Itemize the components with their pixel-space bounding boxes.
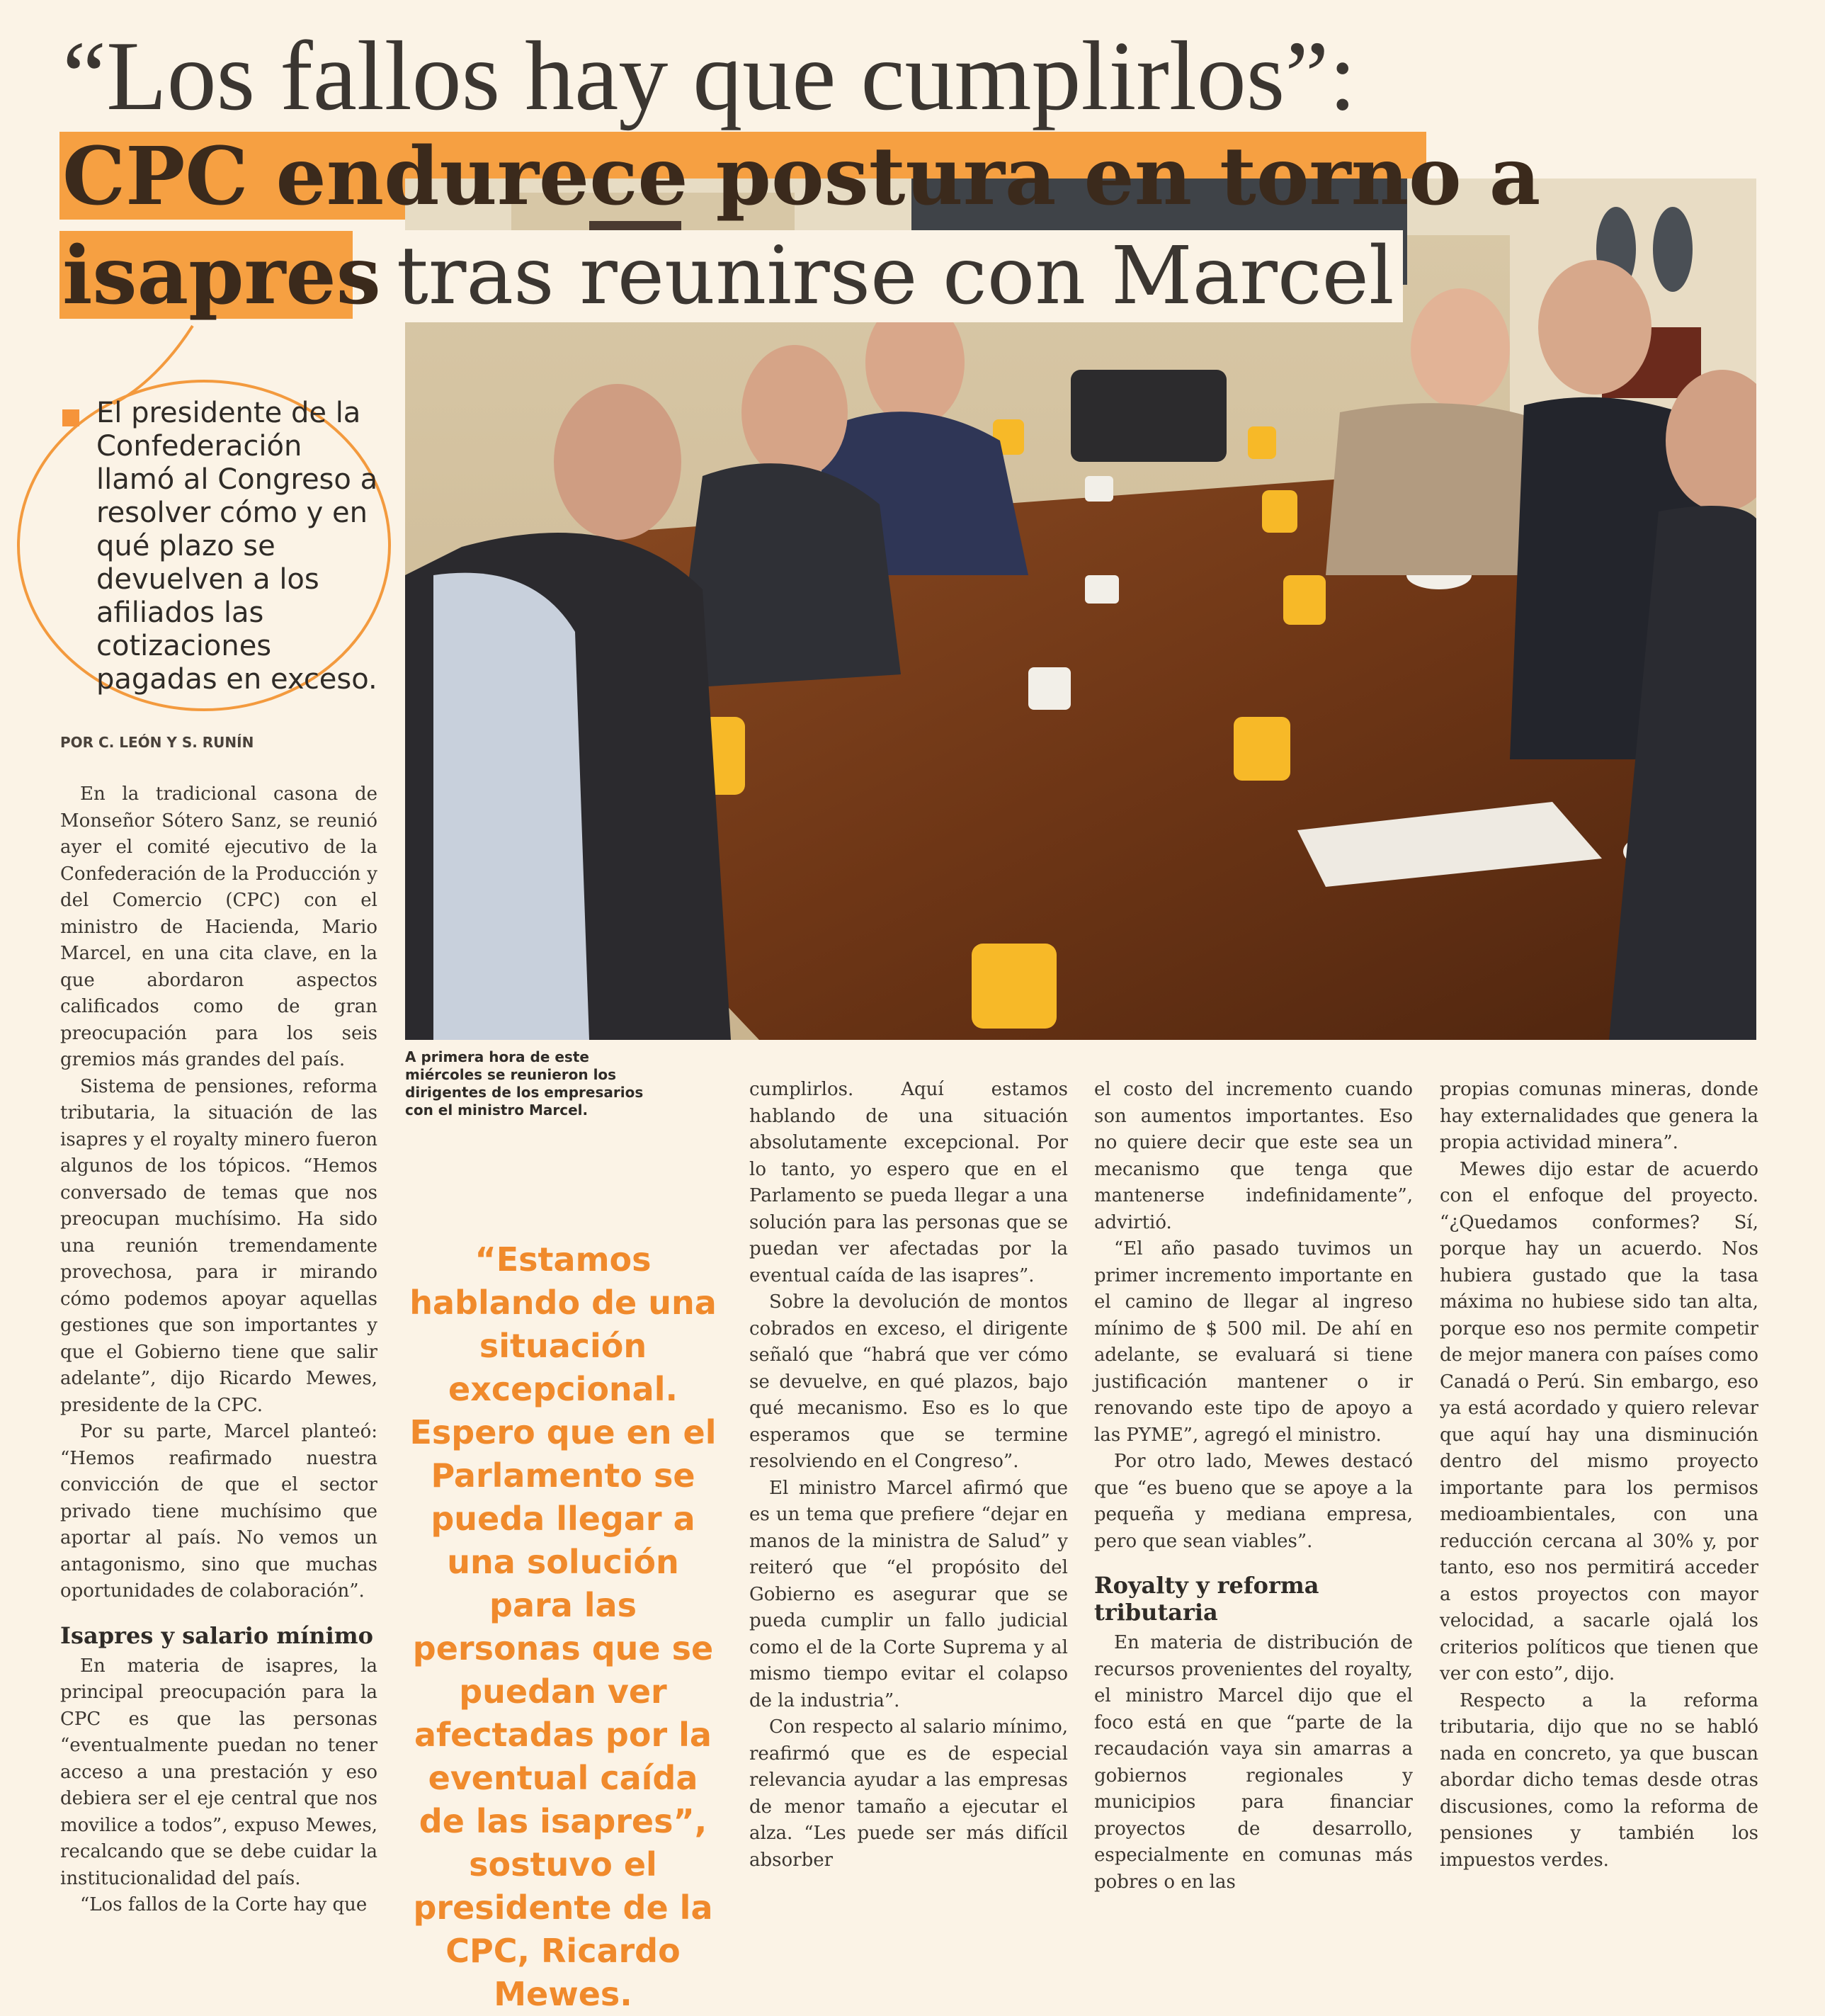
paragraph: Respecto a la reforma tributaria, dijo que no se habló nada en concreto, ya que buscan abordar dicho temas desde otras discusiones, como la reforma de pensiones y también los impuestos verdes.	[1440, 1689, 1758, 1871]
paragraph: En materia de distribución de recursos provenientes del royalty, el ministro Marcel dijo que el foco está en que “parte de la recaudación vaya sin amarras a gobiernos regionales y municipios para financiar proyectos de desarrollo, especialmente en comunas más pobres o en las	[1094, 1632, 1413, 1893]
paragraph: cumplirlos. Aquí estamos hablando de una situación absolutamente excepcional. Por lo tanto, yo espero que en el Parlamento se pueda llegar a una solución para las personas que se puedan ver afectadas por la eventual caída de las isapres”.	[749, 1079, 1068, 1286]
article-column-2	[749, 1077, 1068, 1874]
paragraph: Sistema de pensiones, reforma tributaria, la situación de las isapres y el royalty minero fueron algunos de los tópicos. “Hemos conversado de temas que nos preocupan muchísimo. Ha sido una reunión tremendamente provechosa, para ir mirando cómo podemos apoyar aquellas gestiones que son importantes y que el Gobierno tiene que salir adelante”, dijo Ricardo Mewes, presidente de la CPC.	[60, 1075, 377, 1416]
photo-caption: A primera hora de este miércoles se reunieron los dirigentes de los empresarios con el ministro Marcel.	[405, 1048, 644, 1119]
article-column-1	[60, 781, 377, 1919]
paragraph: Sobre la devolución de montos cobrados en exceso, el dirigente señaló que “habrá que ver cómo se devuelve, en qué plazos, bajo qué mecanismo. Eso es lo que esperamos que se termine resolviendo en el Congreso”.	[749, 1291, 1068, 1472]
byline: POR C. LEÓN Y S. RUNÍN	[60, 734, 254, 751]
paragraph: El ministro Marcel afirmó que es un tema que prefiere “dejar en manos de la ministra de Salud” y reiteró que “el propósito del Gobierno es asegurar que se pueda cumplir un fallo judicial como el de la Corte Suprema y al mismo tiempo evitar el colapso de la industria”.	[749, 1477, 1068, 1711]
paragraph: “Los fallos de la Corte hay que	[80, 1894, 368, 1915]
lead-text: El presidente de la Confederación llamó al Congreso a resolver cómo y en qué plazo se devuelven a los afiliados las cotizaciones pagadas en exceso.	[96, 397, 378, 696]
pull-quote: “Estamos hablando de una situación excepcional. Espero que en el Parlamento se pueda llegar a una solución para las personas que se puedan ver afectadas por la eventual caída de las isapres”, sostuvo el presidente de la CPC, Ricardo Mewes.	[409, 1240, 717, 2013]
headline-line-2: CPC endurece postura en torno a	[62, 130, 1541, 223]
paragraph: En materia de isapres, la principal preocupación para la CPC es que las personas “eventualmente puedan no tener acceso a una prestación y eso debiera ser el eje central que nos movilice a todos”, expuso Mewes, recalcando que se debe cuidar la institucionalidad del país.	[60, 1655, 377, 1889]
paragraph: Mewes dijo estar de acuerdo con el enfoque del proyecto. “¿Quedamos conformes? Sí, porque hay un acuerdo. Nos hubiera gustado que la tasa máxima no hubiese sido tan alta, porque eso nos permite competir de mejor manera con países como Canadá o Perú. Sin embargo, eso ya está acordado y quiero relevar que aquí hay una disminución dentro del mismo proyecto importante para los permisos medioambientales, con una reducción cercana al 30% y, por tanto, eso nos permitirá acceder a estos proyectos con mayor velocidad, a sacarle ojalá los criterios políticos que tienen que ver con esto”, dijo.	[1440, 1158, 1758, 1684]
paragraph: Con respecto al salario mínimo, reafirmó que es de especial relevancia ayudar a las empresas de menor tamaño a ejecutar el alza. “Les puede ser más difícil absorber	[749, 1716, 1068, 1871]
headline-line-3-rest: tras reunirse con Marcel	[381, 230, 1403, 322]
article-column-4	[1440, 1077, 1758, 1874]
headline-line-3	[62, 227, 1403, 326]
paragraph: “El año pasado tuvimos un primer incremento importante en el camino de llegar al ingreso mínimo de $ 500 mil. De ahí en adelante, se evaluará si tiene justificación mantener o ir renovando este tipo de apoyo a las PYME”, agregó el ministro.	[1094, 1238, 1413, 1446]
paragraph: el costo del incremento cuando son aumentos importantes. Eso no quiere decir que este sea un mecanismo que tenga que mantenerse indefinidamente”, advirtió.	[1094, 1079, 1413, 1233]
paragraph: Por otro lado, Mewes destacó que “es bueno que se apoye a la pequeña y mediana empresa, pero que sean viables”.	[1094, 1451, 1413, 1552]
subheading: Isapres y salario mínimo	[60, 1621, 373, 1649]
lead-bullet-icon	[62, 409, 79, 426]
paragraph: propias comunas mineras, donde hay externalidades que genera la propia actividad minera”.	[1440, 1079, 1758, 1153]
article-column-3	[1094, 1077, 1413, 1896]
headline-line-1: “Los fallos hay que cumplirlos”:	[62, 21, 1357, 131]
headline-line-3-highlight: isapres	[62, 230, 381, 322]
paragraph: Por su parte, Marcel planteó: “Hemos reafirmado nuestra convicción de que el sector privado tiene muchísimo que aportar al país. No vemos un antagonismo, sino que muchas oportunidades de colaboración”.	[60, 1421, 377, 1602]
paragraph: En la tradicional casona de Monseñor Sótero Sanz, se reunió ayer el comité ejecutivo de la Confederación de la Producción y del Comercio (CPC) con el ministro de Hacienda, Mario Marcel, en una cita clave, en la que abordaron aspectos calificados como de gran preocupación para los seis gremios más grandes del país.	[60, 783, 377, 1070]
subheading: Royalty y reforma tributaria	[1094, 1572, 1319, 1626]
